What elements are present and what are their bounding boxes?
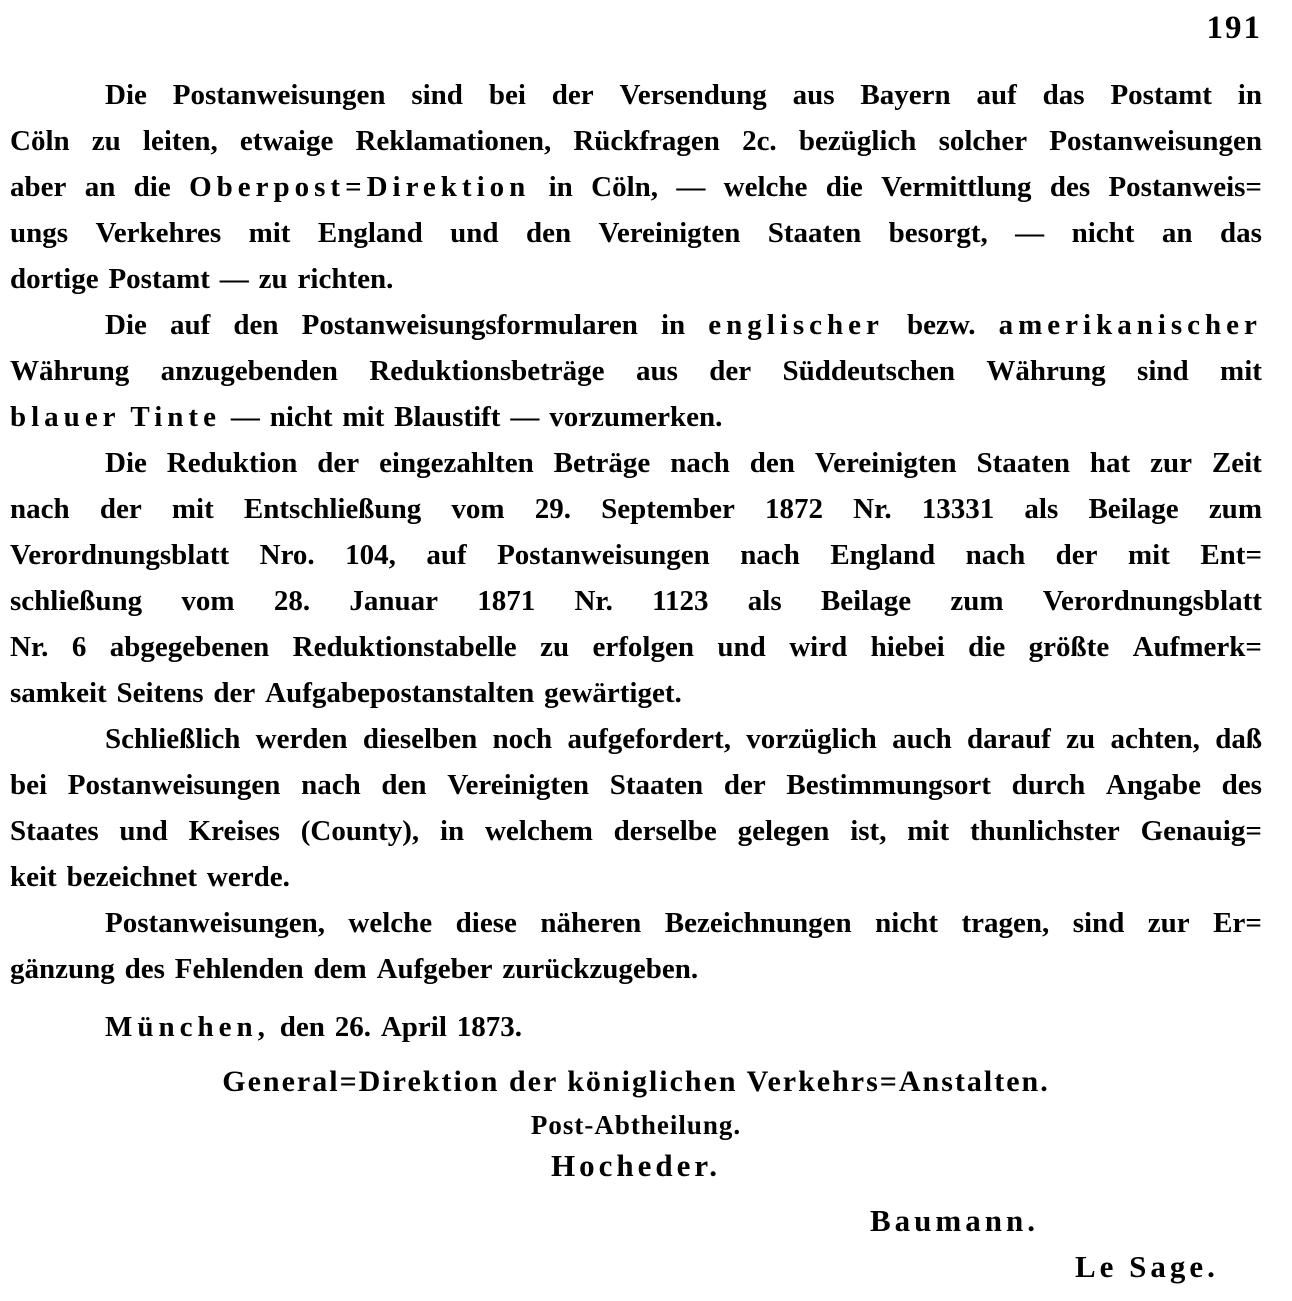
word: der bbox=[317, 446, 360, 479]
word: Fehlenden bbox=[174, 952, 304, 985]
word: amerikanischer bbox=[998, 308, 1262, 341]
word: Reduktionsbeträge bbox=[369, 354, 605, 387]
word: solcher bbox=[938, 124, 1028, 157]
word: derselbe bbox=[613, 814, 717, 847]
word: vorzumerken. bbox=[549, 400, 723, 433]
signature-department: Post-Abtheilung. bbox=[530, 1110, 742, 1140]
word: mit bbox=[171, 492, 214, 525]
word: Postanweisungen, bbox=[105, 906, 325, 939]
word: vom bbox=[181, 584, 235, 617]
word: nach bbox=[301, 768, 361, 801]
word: thunlichster bbox=[969, 814, 1120, 847]
word: Vereinigten bbox=[598, 216, 741, 249]
word: gewärtiget. bbox=[544, 676, 682, 709]
page-header bbox=[10, 8, 1262, 48]
word: Süddeutschen bbox=[782, 354, 955, 387]
word: nach bbox=[10, 492, 70, 525]
word: Reduktionstabelle bbox=[292, 630, 517, 663]
word: das bbox=[1042, 78, 1085, 111]
word: mit bbox=[1220, 354, 1262, 387]
signature-name-hocheder: Hocheder. bbox=[550, 1148, 722, 1183]
word: bei bbox=[10, 768, 48, 801]
word: 1123 bbox=[652, 584, 709, 617]
word: nach bbox=[670, 446, 730, 479]
word: Verkehres bbox=[95, 216, 222, 249]
word: welche bbox=[723, 170, 808, 203]
word: auf bbox=[426, 538, 467, 571]
word: an bbox=[1161, 216, 1193, 249]
word: in bbox=[548, 170, 573, 203]
word: des bbox=[1221, 768, 1262, 801]
word: sind bbox=[1072, 906, 1125, 939]
text-line bbox=[10, 118, 1262, 164]
word: besorgt, bbox=[888, 216, 988, 249]
word: Entschließung bbox=[243, 492, 422, 525]
word: Postanweisungsformularen bbox=[301, 308, 638, 341]
word: zur bbox=[1150, 446, 1192, 479]
word: Verordnungsblatt bbox=[10, 538, 230, 571]
word: vom bbox=[451, 492, 505, 525]
word: ungs bbox=[10, 216, 69, 249]
word: zur bbox=[1147, 906, 1190, 939]
word: der bbox=[723, 768, 766, 801]
word: Staaten bbox=[609, 768, 704, 801]
word: Oberpost=Direktion bbox=[189, 170, 531, 203]
word: zurückzugeben. bbox=[502, 952, 699, 985]
text-line bbox=[10, 624, 1262, 670]
signature-name-lesage: Le Sage. bbox=[1075, 1249, 1219, 1284]
word: anzugebenden bbox=[160, 354, 338, 387]
word: Nro. bbox=[259, 538, 315, 571]
text-line bbox=[10, 808, 1262, 854]
word: vorzüglich bbox=[746, 722, 877, 755]
word: Vereinigten bbox=[447, 768, 590, 801]
word: etwaige bbox=[239, 124, 334, 157]
word: leiten, bbox=[142, 124, 218, 157]
word: Postanweisungen bbox=[172, 78, 386, 111]
word: noch bbox=[492, 722, 553, 755]
word: den bbox=[279, 1010, 325, 1043]
signature-organization: General=Direktion der königlichen Verkehrs=Anstalten. bbox=[222, 1065, 1050, 1098]
word: aber bbox=[10, 170, 67, 203]
word: an bbox=[84, 170, 116, 203]
word: gänzung bbox=[10, 952, 115, 985]
word: zu bbox=[540, 630, 570, 663]
word: die bbox=[968, 630, 1006, 663]
word: erfolgen bbox=[592, 630, 694, 663]
word: Versendung bbox=[619, 78, 767, 111]
word: daß bbox=[1215, 722, 1262, 755]
word: und bbox=[450, 216, 499, 249]
word: dieselben bbox=[362, 722, 478, 755]
text-line bbox=[10, 486, 1262, 532]
text-line bbox=[10, 532, 1262, 578]
word: Bezeichnungen bbox=[664, 906, 852, 939]
word: mit bbox=[248, 216, 291, 249]
text-line bbox=[10, 302, 1262, 348]
word: nach bbox=[965, 538, 1026, 571]
word: der bbox=[213, 676, 256, 709]
word: in bbox=[439, 814, 465, 847]
word: den bbox=[381, 768, 427, 801]
text-line bbox=[10, 1004, 1262, 1050]
word: Postanweis= bbox=[1108, 170, 1262, 203]
word: Ent= bbox=[1200, 538, 1262, 571]
word: größte bbox=[1028, 630, 1110, 663]
word: richten. bbox=[297, 262, 394, 295]
word: gelegen bbox=[737, 814, 830, 847]
word: nach bbox=[740, 538, 800, 571]
word: den bbox=[749, 446, 795, 479]
word: Nr. bbox=[853, 492, 892, 525]
word: sind bbox=[1137, 354, 1189, 387]
word: Zeit bbox=[1211, 446, 1262, 479]
word: mit bbox=[342, 400, 385, 433]
word: Er= bbox=[1213, 906, 1262, 939]
word: bezw. bbox=[907, 308, 976, 341]
word: durch bbox=[1011, 768, 1086, 801]
word: der bbox=[709, 354, 752, 387]
page-number: 191 bbox=[1206, 10, 1262, 46]
word: Verordnungsblatt bbox=[1042, 584, 1262, 617]
word: Beilage bbox=[1088, 492, 1179, 525]
word: Postanweisungen bbox=[497, 538, 710, 571]
text-line bbox=[10, 900, 1262, 946]
word: auf bbox=[169, 308, 211, 341]
word: Kreises bbox=[188, 814, 280, 847]
word: Blaustift bbox=[394, 400, 501, 433]
word: zu bbox=[258, 262, 288, 295]
word: in bbox=[1237, 78, 1262, 111]
word: 28. bbox=[273, 584, 311, 617]
word: Beilage bbox=[820, 584, 912, 617]
word: und bbox=[717, 630, 766, 663]
word: werden bbox=[255, 722, 348, 755]
word: zum bbox=[950, 584, 1004, 617]
word: April bbox=[380, 1010, 447, 1043]
word: Staaten bbox=[976, 446, 1070, 479]
word: werde. bbox=[206, 860, 290, 893]
word: Beträge bbox=[553, 446, 651, 479]
word: Postamt bbox=[1110, 78, 1212, 111]
word: ist, bbox=[850, 814, 887, 847]
text-line bbox=[10, 164, 1262, 210]
word: hat bbox=[1089, 446, 1131, 479]
word: Reklamationen, bbox=[355, 124, 552, 157]
word: September bbox=[601, 492, 735, 525]
word: Seitens bbox=[116, 676, 204, 709]
word: die bbox=[133, 170, 171, 203]
word: achten, bbox=[1110, 722, 1200, 755]
word: Währung bbox=[986, 354, 1106, 387]
word: Nr. bbox=[574, 584, 613, 617]
word: Bestimmungsort bbox=[786, 768, 991, 801]
word: Die bbox=[105, 78, 147, 111]
word: der bbox=[1055, 538, 1098, 571]
word: Postanweisungen bbox=[67, 768, 281, 801]
word: — bbox=[219, 262, 249, 295]
word: aus bbox=[792, 78, 835, 111]
word: Schließlich bbox=[105, 722, 241, 755]
word: Vermittlung bbox=[881, 170, 1032, 203]
word: abgegebenen bbox=[109, 630, 270, 663]
word: Aufmerk= bbox=[1132, 630, 1262, 663]
word: des bbox=[124, 952, 165, 985]
word: Cöln bbox=[10, 124, 70, 157]
word: mit bbox=[907, 814, 950, 847]
word: die bbox=[825, 170, 863, 203]
word: England bbox=[317, 216, 423, 249]
word: der bbox=[551, 78, 594, 111]
text-line bbox=[10, 762, 1262, 808]
word: mit bbox=[1128, 538, 1170, 571]
word: 1871 bbox=[477, 584, 536, 617]
text-line bbox=[10, 210, 1262, 256]
word: blauer bbox=[10, 400, 121, 433]
word: eingezahlten bbox=[379, 446, 534, 479]
word: dem bbox=[313, 952, 367, 985]
word: in bbox=[660, 308, 686, 341]
word: zum bbox=[1208, 492, 1262, 525]
text-line bbox=[10, 440, 1262, 486]
word: 13331 bbox=[921, 492, 995, 525]
word: Aufgeber bbox=[376, 952, 493, 985]
text-line bbox=[10, 256, 1262, 302]
word: das bbox=[1219, 216, 1262, 249]
word: — bbox=[1015, 216, 1045, 249]
word: München, bbox=[105, 1010, 270, 1043]
word: Staates bbox=[10, 814, 99, 847]
word: auf bbox=[976, 78, 1017, 111]
text-line bbox=[10, 716, 1262, 762]
word: Währung bbox=[10, 354, 130, 387]
word: Genauig= bbox=[1140, 814, 1262, 847]
word: Reduktion bbox=[166, 446, 298, 479]
word: 29. bbox=[534, 492, 571, 525]
word: Januar bbox=[349, 584, 438, 617]
word: — bbox=[676, 170, 706, 203]
word: den bbox=[233, 308, 279, 341]
word: nicht bbox=[1071, 216, 1135, 249]
word: Nr. bbox=[10, 630, 49, 663]
text-line bbox=[10, 670, 1262, 716]
word: zu bbox=[91, 124, 121, 157]
word: auch bbox=[892, 722, 952, 755]
word: näheren bbox=[540, 906, 642, 939]
text-line bbox=[10, 578, 1262, 624]
word: sind bbox=[411, 78, 463, 111]
word: darauf bbox=[967, 722, 1051, 755]
word: — bbox=[230, 400, 260, 433]
word: samkeit bbox=[10, 676, 107, 709]
word: als bbox=[1024, 492, 1059, 525]
word: Vereinigten bbox=[814, 446, 957, 479]
word: bezüglich bbox=[798, 124, 917, 157]
word: und bbox=[119, 814, 168, 847]
word: schließung bbox=[10, 584, 143, 617]
word: dortige bbox=[10, 262, 99, 295]
word: englischer bbox=[708, 308, 884, 341]
word: nicht bbox=[269, 400, 333, 433]
word: Postanweisungen bbox=[1049, 124, 1262, 157]
word: nicht bbox=[875, 906, 938, 939]
word: den bbox=[525, 216, 572, 249]
word: welche bbox=[348, 906, 433, 939]
word: 104, bbox=[345, 538, 396, 571]
word: 1873. bbox=[456, 1010, 523, 1043]
word: England bbox=[830, 538, 936, 571]
word: wird bbox=[789, 630, 848, 663]
word: Angabe bbox=[1105, 768, 1201, 801]
word: 6 bbox=[71, 630, 87, 663]
word: 26. bbox=[334, 1010, 371, 1043]
text-line bbox=[10, 348, 1262, 394]
word: keit bbox=[10, 860, 57, 893]
word: Aufgabepostanstalten bbox=[265, 676, 535, 709]
word: welchem bbox=[484, 814, 593, 847]
word: der bbox=[99, 492, 142, 525]
word: Die bbox=[105, 446, 147, 479]
word: (County), bbox=[300, 814, 420, 847]
word: Die bbox=[105, 308, 147, 341]
document-body bbox=[10, 72, 1262, 1050]
word: — bbox=[510, 400, 540, 433]
word: als bbox=[747, 584, 782, 617]
word: Bayern bbox=[860, 78, 951, 111]
text-line bbox=[10, 946, 1262, 992]
text-line bbox=[10, 854, 1262, 900]
word: des bbox=[1049, 170, 1091, 203]
signature-name-baumann: Baumann. bbox=[870, 1203, 1039, 1238]
word: 1872 bbox=[765, 492, 823, 525]
word: 2c. bbox=[742, 124, 777, 157]
word: diese bbox=[455, 906, 517, 939]
word: bezeichnet bbox=[66, 860, 198, 893]
text-line bbox=[10, 394, 1262, 440]
word: Staaten bbox=[767, 216, 862, 249]
word: tragen, bbox=[961, 906, 1050, 939]
word: Rückfragen bbox=[573, 124, 720, 157]
word: hiebei bbox=[870, 630, 945, 663]
word: Tinte bbox=[130, 400, 221, 433]
word: aus bbox=[635, 354, 678, 387]
word: Postamt bbox=[108, 262, 210, 295]
word: bei bbox=[488, 78, 526, 111]
word: aufgefordert, bbox=[567, 722, 731, 755]
word: Cöln, bbox=[591, 170, 659, 203]
text-line bbox=[10, 72, 1262, 118]
word: zu bbox=[1066, 722, 1096, 755]
